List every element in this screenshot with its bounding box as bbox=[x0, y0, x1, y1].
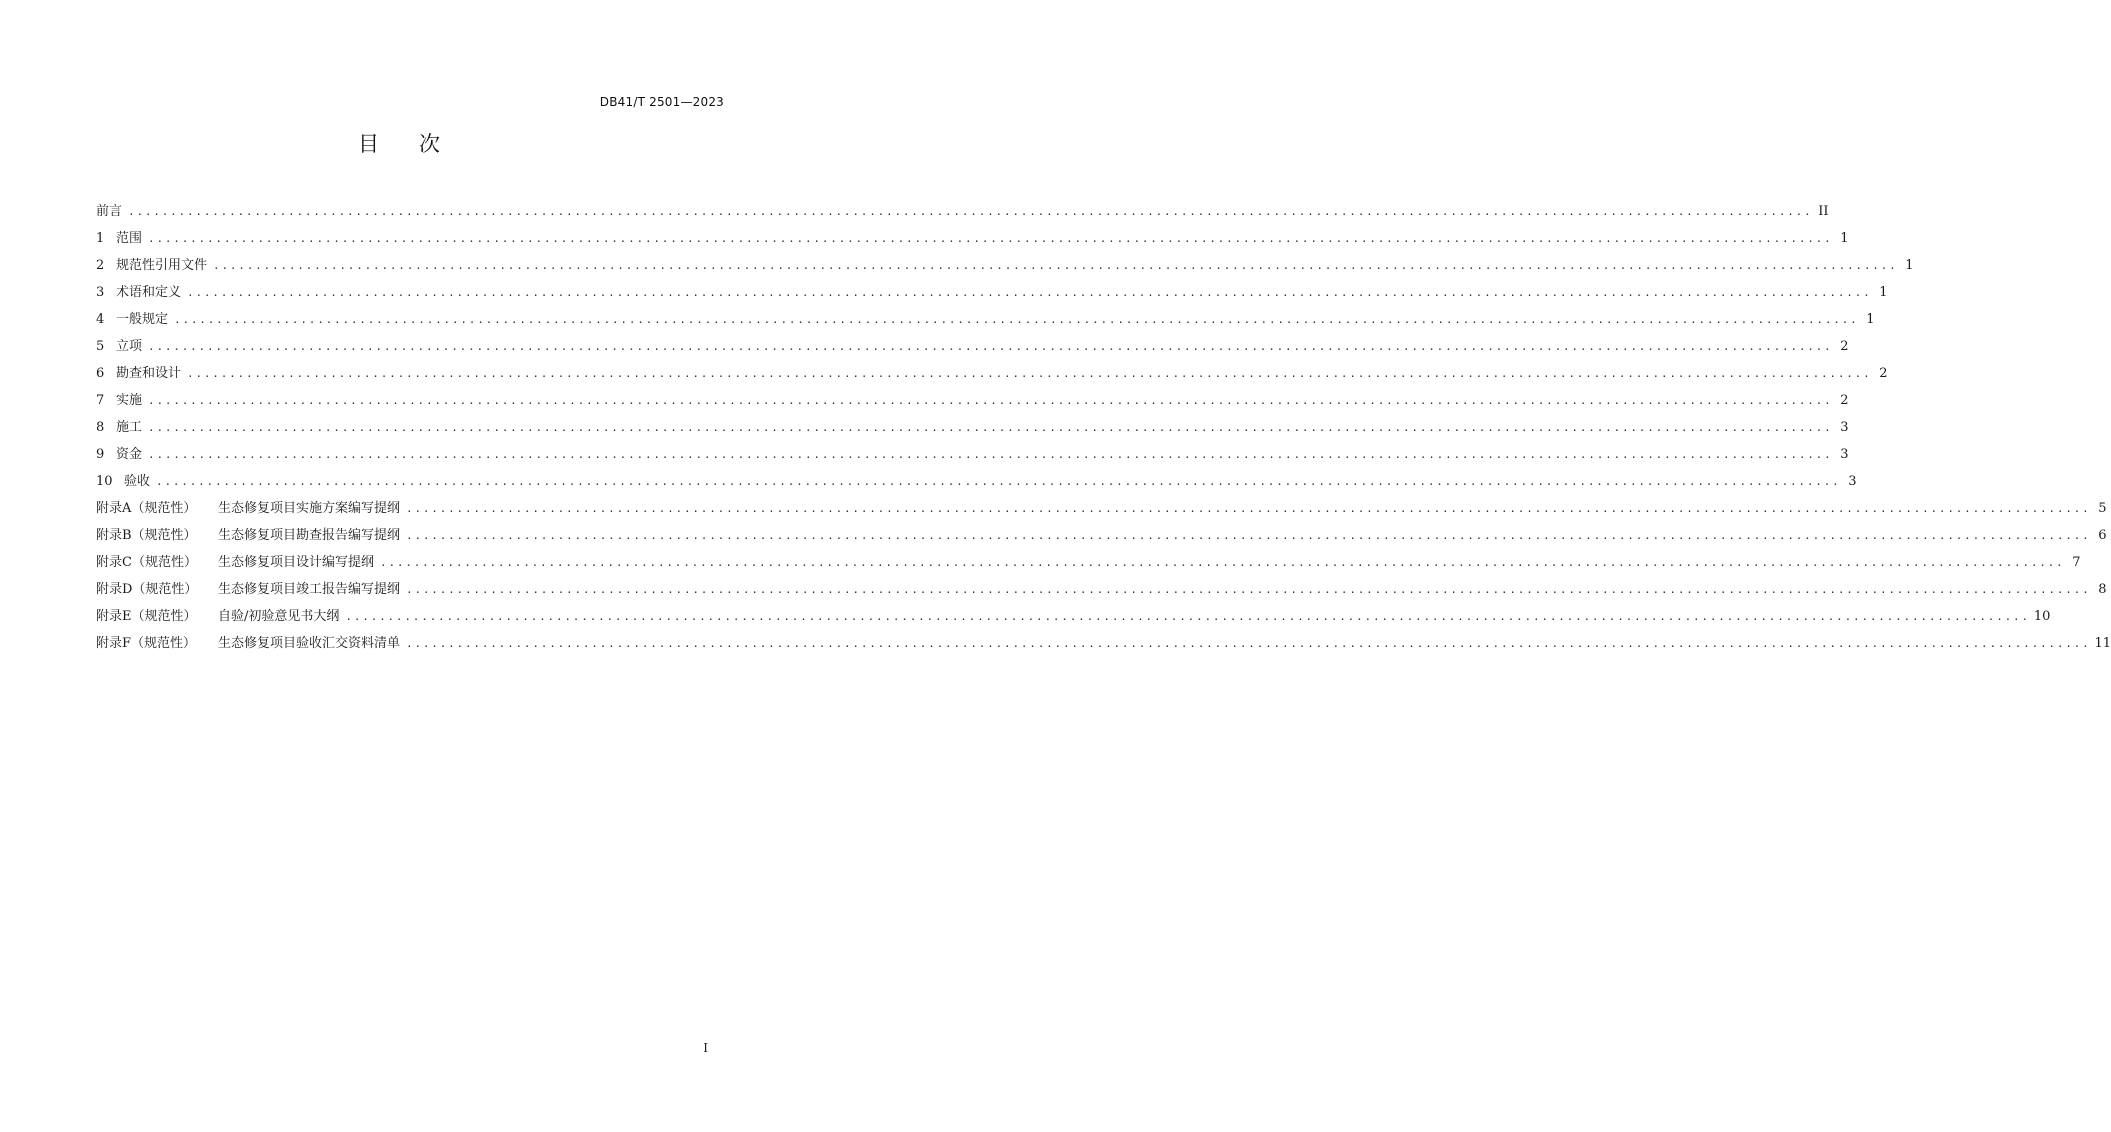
toc-leader-dots: ........................................................................................................................................................................................................ bbox=[187, 367, 1872, 380]
toc-entry-label: 附录C（规范性） 生态修复项目设计编写提纲 bbox=[96, 555, 375, 570]
toc-appendix-f[interactable] bbox=[96, 630, 2111, 657]
toc-entry-page: II bbox=[1818, 204, 1829, 219]
toc-entry-label: 9 资金 bbox=[96, 447, 143, 462]
toc-leader-dots: ........................................................................................................................................................................................................ bbox=[148, 340, 1833, 353]
toc-entry-label: 附录D（规范性） 生态修复项目竣工报告编写提纲 bbox=[96, 582, 401, 597]
toc-entry-label: 4 一般规定 bbox=[96, 312, 169, 327]
toc-leader-dots: ........................................................................................................................................................................................................ bbox=[213, 259, 1898, 272]
toc-entry-page: 6 bbox=[2098, 528, 2107, 543]
toc-appendix-d[interactable] bbox=[96, 576, 2107, 603]
page-number: I bbox=[703, 1041, 708, 1055]
toc-entry-page: 10 bbox=[2033, 609, 2051, 624]
toc-entry-page: 1 bbox=[1866, 312, 1875, 327]
toc-entry-page: 2 bbox=[1879, 366, 1888, 381]
toc-entry-label: 5 立项 bbox=[96, 339, 143, 354]
toc-entry-normative-references[interactable] bbox=[96, 252, 1914, 279]
toc-entry-page: 3 bbox=[1848, 474, 1857, 489]
toc-entry-label: 附录E（规范性） 自验/初验意见书大纲 bbox=[96, 609, 340, 624]
toc-entry-label: 1 范围 bbox=[96, 231, 143, 246]
toc-entry-general-provisions[interactable] bbox=[96, 306, 1875, 333]
toc-appendix-b[interactable] bbox=[96, 522, 2107, 549]
toc-leader-dots: ........................................................................................................................................................................................................ bbox=[380, 556, 2065, 569]
toc-leader-dots: ........................................................................................................................................................................................................ bbox=[148, 421, 1833, 434]
toc-leader-dots: ........................................................................................................................................................................................................ bbox=[148, 394, 1833, 407]
toc-entry-label: 前言 bbox=[96, 204, 123, 219]
toc-title-char-1: 目 bbox=[358, 132, 381, 156]
toc-entry-funding[interactable] bbox=[96, 441, 1849, 468]
toc-entry-page: 11 bbox=[2094, 636, 2111, 651]
toc-leader-dots: ........................................................................................................................................................................................................ bbox=[345, 610, 2030, 623]
toc-entry-label: 10 验收 bbox=[96, 474, 151, 489]
toc-entry-page: 2 bbox=[1840, 393, 1849, 408]
toc-leader-dots: ........................................................................................................................................................................................................ bbox=[148, 448, 1833, 461]
toc-entry-label: 6 勘查和设计 bbox=[96, 366, 182, 381]
toc-title bbox=[0, 128, 800, 158]
toc-entry-page: 3 bbox=[1840, 420, 1849, 435]
toc-entry-page: 1 bbox=[1879, 285, 1888, 300]
toc-entry-implementation[interactable] bbox=[96, 387, 1849, 414]
toc-leader-dots: ........................................................................................................................................................................................................ bbox=[406, 583, 2091, 596]
table-of-contents bbox=[96, 198, 2111, 657]
toc-entry-page: 3 bbox=[1840, 447, 1849, 462]
toc-leader-dots: ........................................................................................................................................................................................................ bbox=[128, 205, 1813, 218]
toc-entry-label: 3 术语和定义 bbox=[96, 285, 182, 300]
toc-entry-survey-design[interactable] bbox=[96, 360, 1888, 387]
toc-entry-page: 1 bbox=[1905, 258, 1914, 273]
toc-entry-acceptance[interactable] bbox=[96, 468, 1857, 495]
toc-leader-dots: ........................................................................................................................................................................................................ bbox=[406, 529, 2091, 542]
toc-leader-dots: ........................................................................................................................................................................................................ bbox=[187, 286, 1872, 299]
toc-entry-construction[interactable] bbox=[96, 414, 1849, 441]
toc-entry-label: 附录F（规范性） 生态修复项目验收汇交资料清单 bbox=[96, 636, 401, 651]
toc-appendix-c[interactable] bbox=[96, 549, 2081, 576]
toc-entry-label: 2 规范性引用文件 bbox=[96, 258, 208, 273]
toc-entry-page: 1 bbox=[1840, 231, 1849, 246]
toc-entry-page: 8 bbox=[2098, 582, 2107, 597]
toc-entry-label: 附录A（规范性） 生态修复项目实施方案编写提纲 bbox=[96, 501, 401, 516]
toc-appendix-e[interactable] bbox=[96, 603, 2051, 630]
toc-entry-terms-definitions[interactable] bbox=[96, 279, 1888, 306]
document-code: DB41/T 2501—2023 bbox=[599, 95, 724, 109]
toc-appendix-a[interactable] bbox=[96, 495, 2107, 522]
toc-leader-dots: ........................................................................................................................................................................................................ bbox=[174, 313, 1859, 326]
toc-leader-dots: ........................................................................................................................................................................................................ bbox=[406, 502, 2091, 515]
toc-entry-page: 2 bbox=[1840, 339, 1849, 354]
toc-entry-project-approval[interactable] bbox=[96, 333, 1849, 360]
toc-leader-dots: ........................................................................................................................................................................................................ bbox=[156, 475, 1841, 488]
toc-leader-dots: ........................................................................................................................................................................................................ bbox=[406, 637, 2091, 650]
toc-entry-label: 7 实施 bbox=[96, 393, 143, 408]
toc-leader-dots: ........................................................................................................................................................................................................ bbox=[148, 232, 1833, 245]
toc-entry-label: 8 施工 bbox=[96, 420, 143, 435]
toc-entry-scope[interactable] bbox=[96, 225, 1849, 252]
toc-entry-page: 7 bbox=[2072, 555, 2081, 570]
toc-entry-foreword[interactable] bbox=[96, 198, 1829, 225]
toc-title-char-2: 次 bbox=[419, 132, 442, 156]
toc-entry-page: 5 bbox=[2098, 501, 2107, 516]
toc-entry-label: 附录B（规范性） 生态修复项目勘查报告编写提纲 bbox=[96, 528, 401, 543]
